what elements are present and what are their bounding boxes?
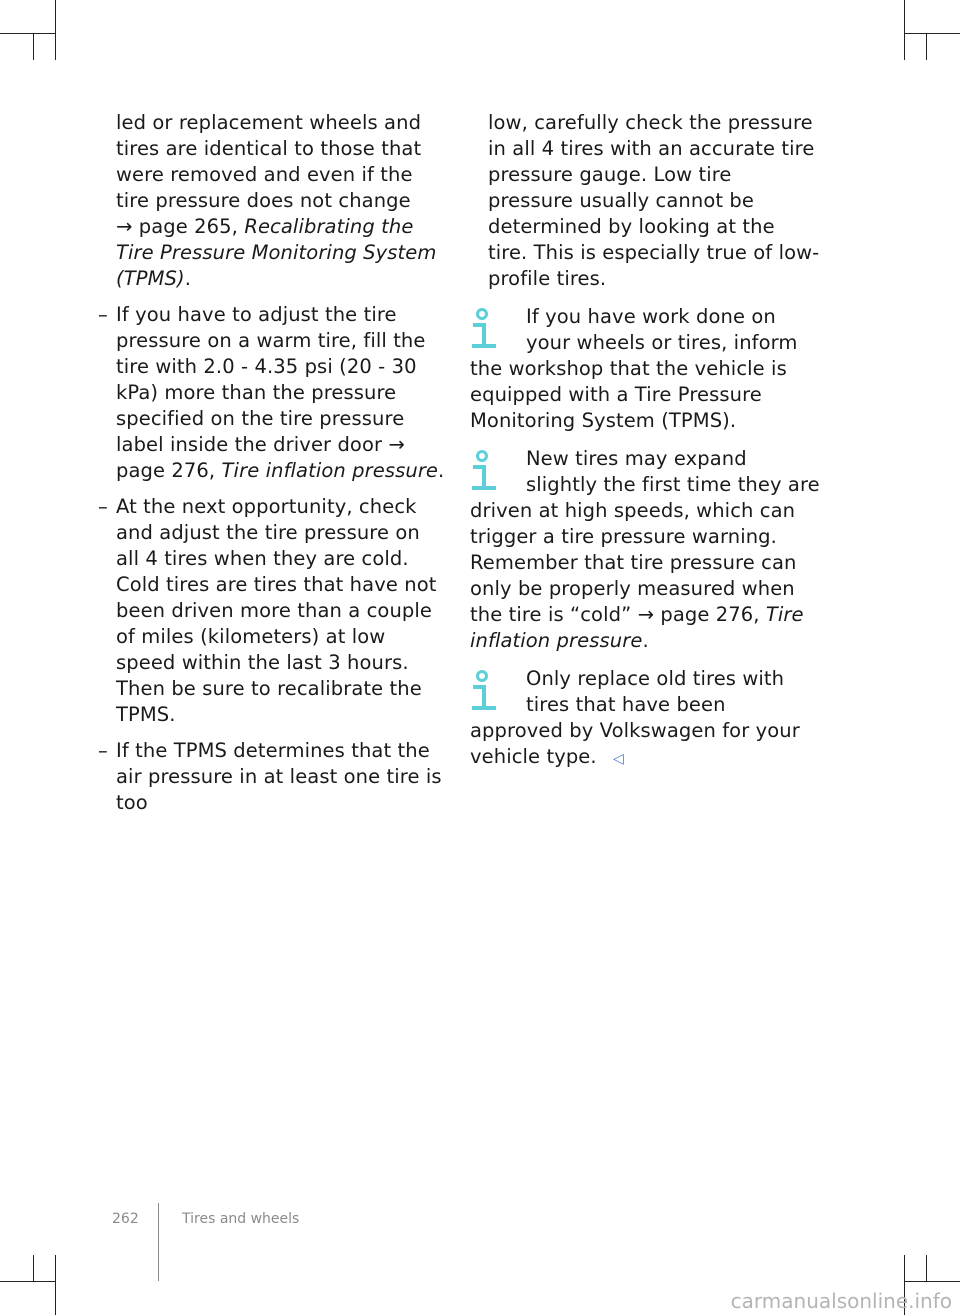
reference-title[interactable]: Recalibrating the Tire Pressure Monitoring System (TPMS) (116, 215, 437, 290)
crop-mark (55, 0, 56, 60)
reference-end: . (438, 459, 445, 482)
dash-bullet: – (98, 495, 108, 518)
bullet-text: If the TPMS determines that the air pressure in at least one tire is too (116, 739, 442, 814)
reference-arrow-icon: → (116, 215, 133, 238)
reference-arrow-icon: → (388, 433, 405, 456)
info-icon (470, 666, 526, 716)
right-column (470, 110, 820, 772)
list-item (98, 494, 448, 728)
intro-text: led or replacement wheels and tires are identical to those that were removed and even if the tire pressure does not change (116, 111, 422, 212)
crop-mark (33, 33, 34, 60)
bullet-text: At the next opportunity, check and adjust the tire pressure on all 4 tires when they are cold. Cold tires are tires that have not been driven more than a couple of miles (kilometers) at low speed within the last 3 hours. Then be sure to recalibrate the TPMS. (116, 495, 437, 726)
info-icon (470, 304, 526, 354)
section-title: Tires and wheels (182, 1211, 300, 1227)
crop-mark (926, 1255, 927, 1281)
reference-end: . (184, 267, 192, 290)
dash-bullet: – (98, 303, 108, 326)
watermark: carmanualsonline.info (730, 1289, 952, 1313)
reference-arrow-icon: → (637, 603, 655, 626)
note-text: If you have work done on your wheels or tires, inform the workshop that the vehicle is equipped with a Tire Pressure Monitoring System (TPMS). (470, 305, 798, 432)
note-text: Only replace old tires with tires that have been approved by Volkswagen for your vehicle type. (470, 667, 800, 768)
crop-mark (55, 1255, 56, 1315)
page-reference[interactable]: page 265, (138, 215, 238, 238)
crop-mark (0, 1281, 55, 1282)
intro-paragraph (98, 110, 448, 292)
list-item (98, 738, 448, 816)
reference-end: . (642, 629, 649, 652)
crop-mark (905, 33, 960, 34)
page-reference[interactable]: page 276, (660, 603, 760, 626)
note-text: New tires may expand slightly the first time they are driven at high speeds, which can trigger a tire pressure warning. Remember that tire pressure can only be properly measured when the tire is “cold” (470, 447, 820, 626)
info-note (470, 304, 820, 434)
bullet-text: If you have to adjust the tire pressure on a warm tire, fill the tire with 2.0 - 4.35 psi (20 - 30 kPa) more than the pressure specified on the tire pressure label inside the driver door (116, 303, 426, 456)
info-note (470, 666, 820, 772)
crop-mark (33, 1255, 34, 1281)
dash-bullet: – (98, 739, 108, 762)
crop-mark (0, 33, 55, 34)
list-item (98, 302, 448, 484)
crop-mark (905, 1281, 960, 1282)
end-of-section-icon: ◁ (613, 751, 624, 767)
crop-mark (904, 0, 905, 60)
info-note (470, 446, 820, 654)
page-reference[interactable]: page 276, (116, 459, 216, 482)
continuation-paragraph: low, carefully check the pressure in all 4 tires with an accurate tire pressure gauge. Low tire pressure usually cannot be determined by looking at the tire. This is especially true of low-profile tires. (488, 111, 820, 290)
left-column (98, 110, 448, 816)
footer-divider (158, 1203, 159, 1281)
info-icon (470, 446, 526, 496)
reference-title[interactable]: Tire inflation pressure (221, 459, 439, 482)
page-number: 262 (112, 1211, 139, 1227)
crop-mark (926, 33, 927, 60)
reference-title[interactable]: Tire inflation pressure (470, 603, 804, 652)
